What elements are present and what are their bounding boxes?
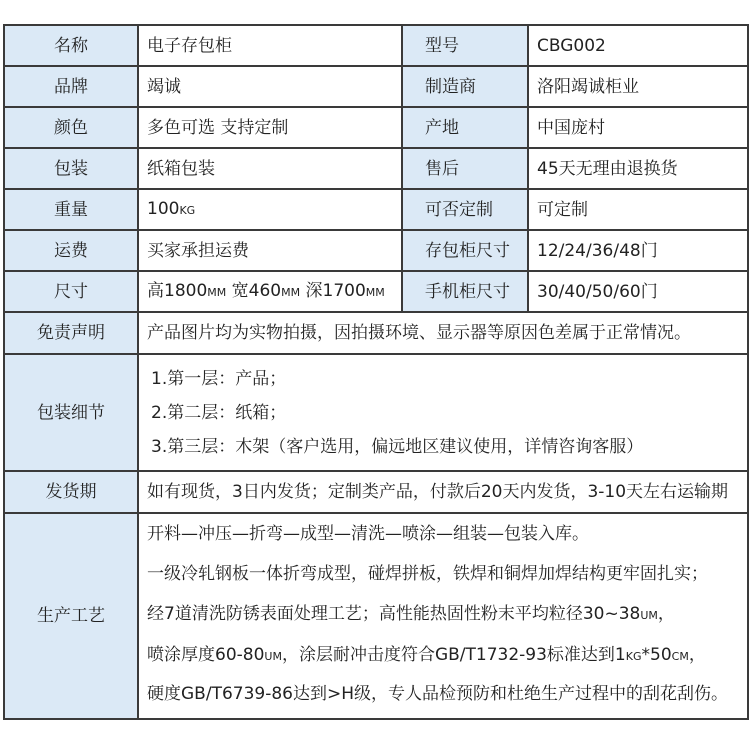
dim-unit: MM [207,285,227,299]
label-packaging: 包装 [4,148,138,189]
value-after-sales: 45天无理由退换货 [528,148,748,189]
value-packaging: 纸箱包装 [138,148,402,189]
value-packaging-details [138,354,748,471]
value-process [138,513,748,719]
label-weight: 重量 [4,189,138,230]
label-phone-locker-size: 手机柜尺寸 [402,271,528,312]
value-origin: 中国庞村 [528,107,748,148]
table-row [4,354,748,471]
process-line: 硬度GB/T6739-86达到>H级，专人品检预防和杜绝生产过程中的刮花刮伤。 [147,684,729,704]
process-text: 经7道清洗防锈表面处理工艺；高性能热固性粉末平均粒径30~38 [147,604,641,624]
table-row [4,66,748,107]
process-text: ，涂层耐冲击度符合GB/T1732-93标准达到1 [281,645,626,665]
process-text: ， [688,645,706,665]
unit-kg: KG [625,650,642,663]
value-locker-size: 12/24/36/48门 [528,230,748,271]
label-customizable: 可否定制 [402,189,528,230]
process-line [147,635,747,675]
value-brand: 竭诚 [138,66,402,107]
value-name: 电子存包柜 [138,25,402,66]
dim-height: 高1800 [147,280,208,301]
value-phone-locker-size: 30/40/50/60门 [528,271,748,312]
table-row [4,271,748,312]
label-process: 生产工艺 [4,513,138,719]
process-line: 开料—冲压—折弯—成型—清洗—喷涂—组装—包装入库。 [147,524,589,544]
unit-um: UM [640,609,658,622]
dim-width: 宽460 [226,280,282,301]
value-manufacturer: 洛阳竭诚柜业 [528,66,748,107]
table-row [4,148,748,189]
value-disclaimer: 产品图片均为实物拍摄，因拍摄环境、显示器等原因色差属于正常情况。 [138,312,748,354]
weight-unit: KG [179,203,196,217]
table-row [4,471,748,513]
label-packaging-details: 包装细节 [4,354,138,471]
table-row [4,312,748,354]
label-after-sales: 售后 [402,148,528,189]
packaging-line: 3.第三层：木架（客户选用，偏远地区建议使用，详情咨询客服） [151,436,644,457]
label-dimensions: 尺寸 [4,271,138,312]
dim-unit: MM [365,285,385,299]
packaging-line: 1.第一层：产品； [151,368,287,389]
value-model: CBG002 [528,25,748,66]
process-line: 一级冷轧钢板一体折弯成型，碰焊拼板，铁焊和铜焊加焊结构更牢固扎实； [147,564,708,584]
process-text: *50 [641,645,672,665]
process-text: ， [657,604,675,624]
table-row [4,25,748,66]
unit-um: UM [264,650,282,663]
label-color: 颜色 [4,107,138,148]
label-manufacturer: 制造商 [402,66,528,107]
value-customizable: 可定制 [528,189,748,230]
dim-unit: MM [281,285,301,299]
table-row [4,513,748,719]
value-dimensions [138,271,402,312]
value-shipping-fee: 买家承担运费 [138,230,402,271]
process-text: 喷涂厚度60-80 [147,645,265,665]
table-row [4,107,748,148]
table-row [4,189,748,230]
process-line [147,593,747,635]
dim-depth: 深1700 [300,280,366,301]
label-origin: 产地 [402,107,528,148]
value-delivery-time: 如有现货，3日内发货；定制类产品，付款后20天内发货，3-10天左右运输期 [138,471,748,513]
packaging-line: 2.第二层：纸箱； [151,402,287,423]
label-delivery-time: 发货期 [4,471,138,513]
weight-number: 100 [147,198,180,219]
label-locker-size: 存包柜尺寸 [402,230,528,271]
label-disclaimer: 免责声明 [4,312,138,354]
label-name: 名称 [4,25,138,66]
unit-cm: CM [671,650,689,663]
label-model: 型号 [402,25,528,66]
label-shipping-fee: 运费 [4,230,138,271]
label-brand: 品牌 [4,66,138,107]
table-row [4,230,748,271]
value-color: 多色可选 支持定制 [138,107,402,148]
value-weight [138,189,402,230]
spec-table [3,24,749,720]
